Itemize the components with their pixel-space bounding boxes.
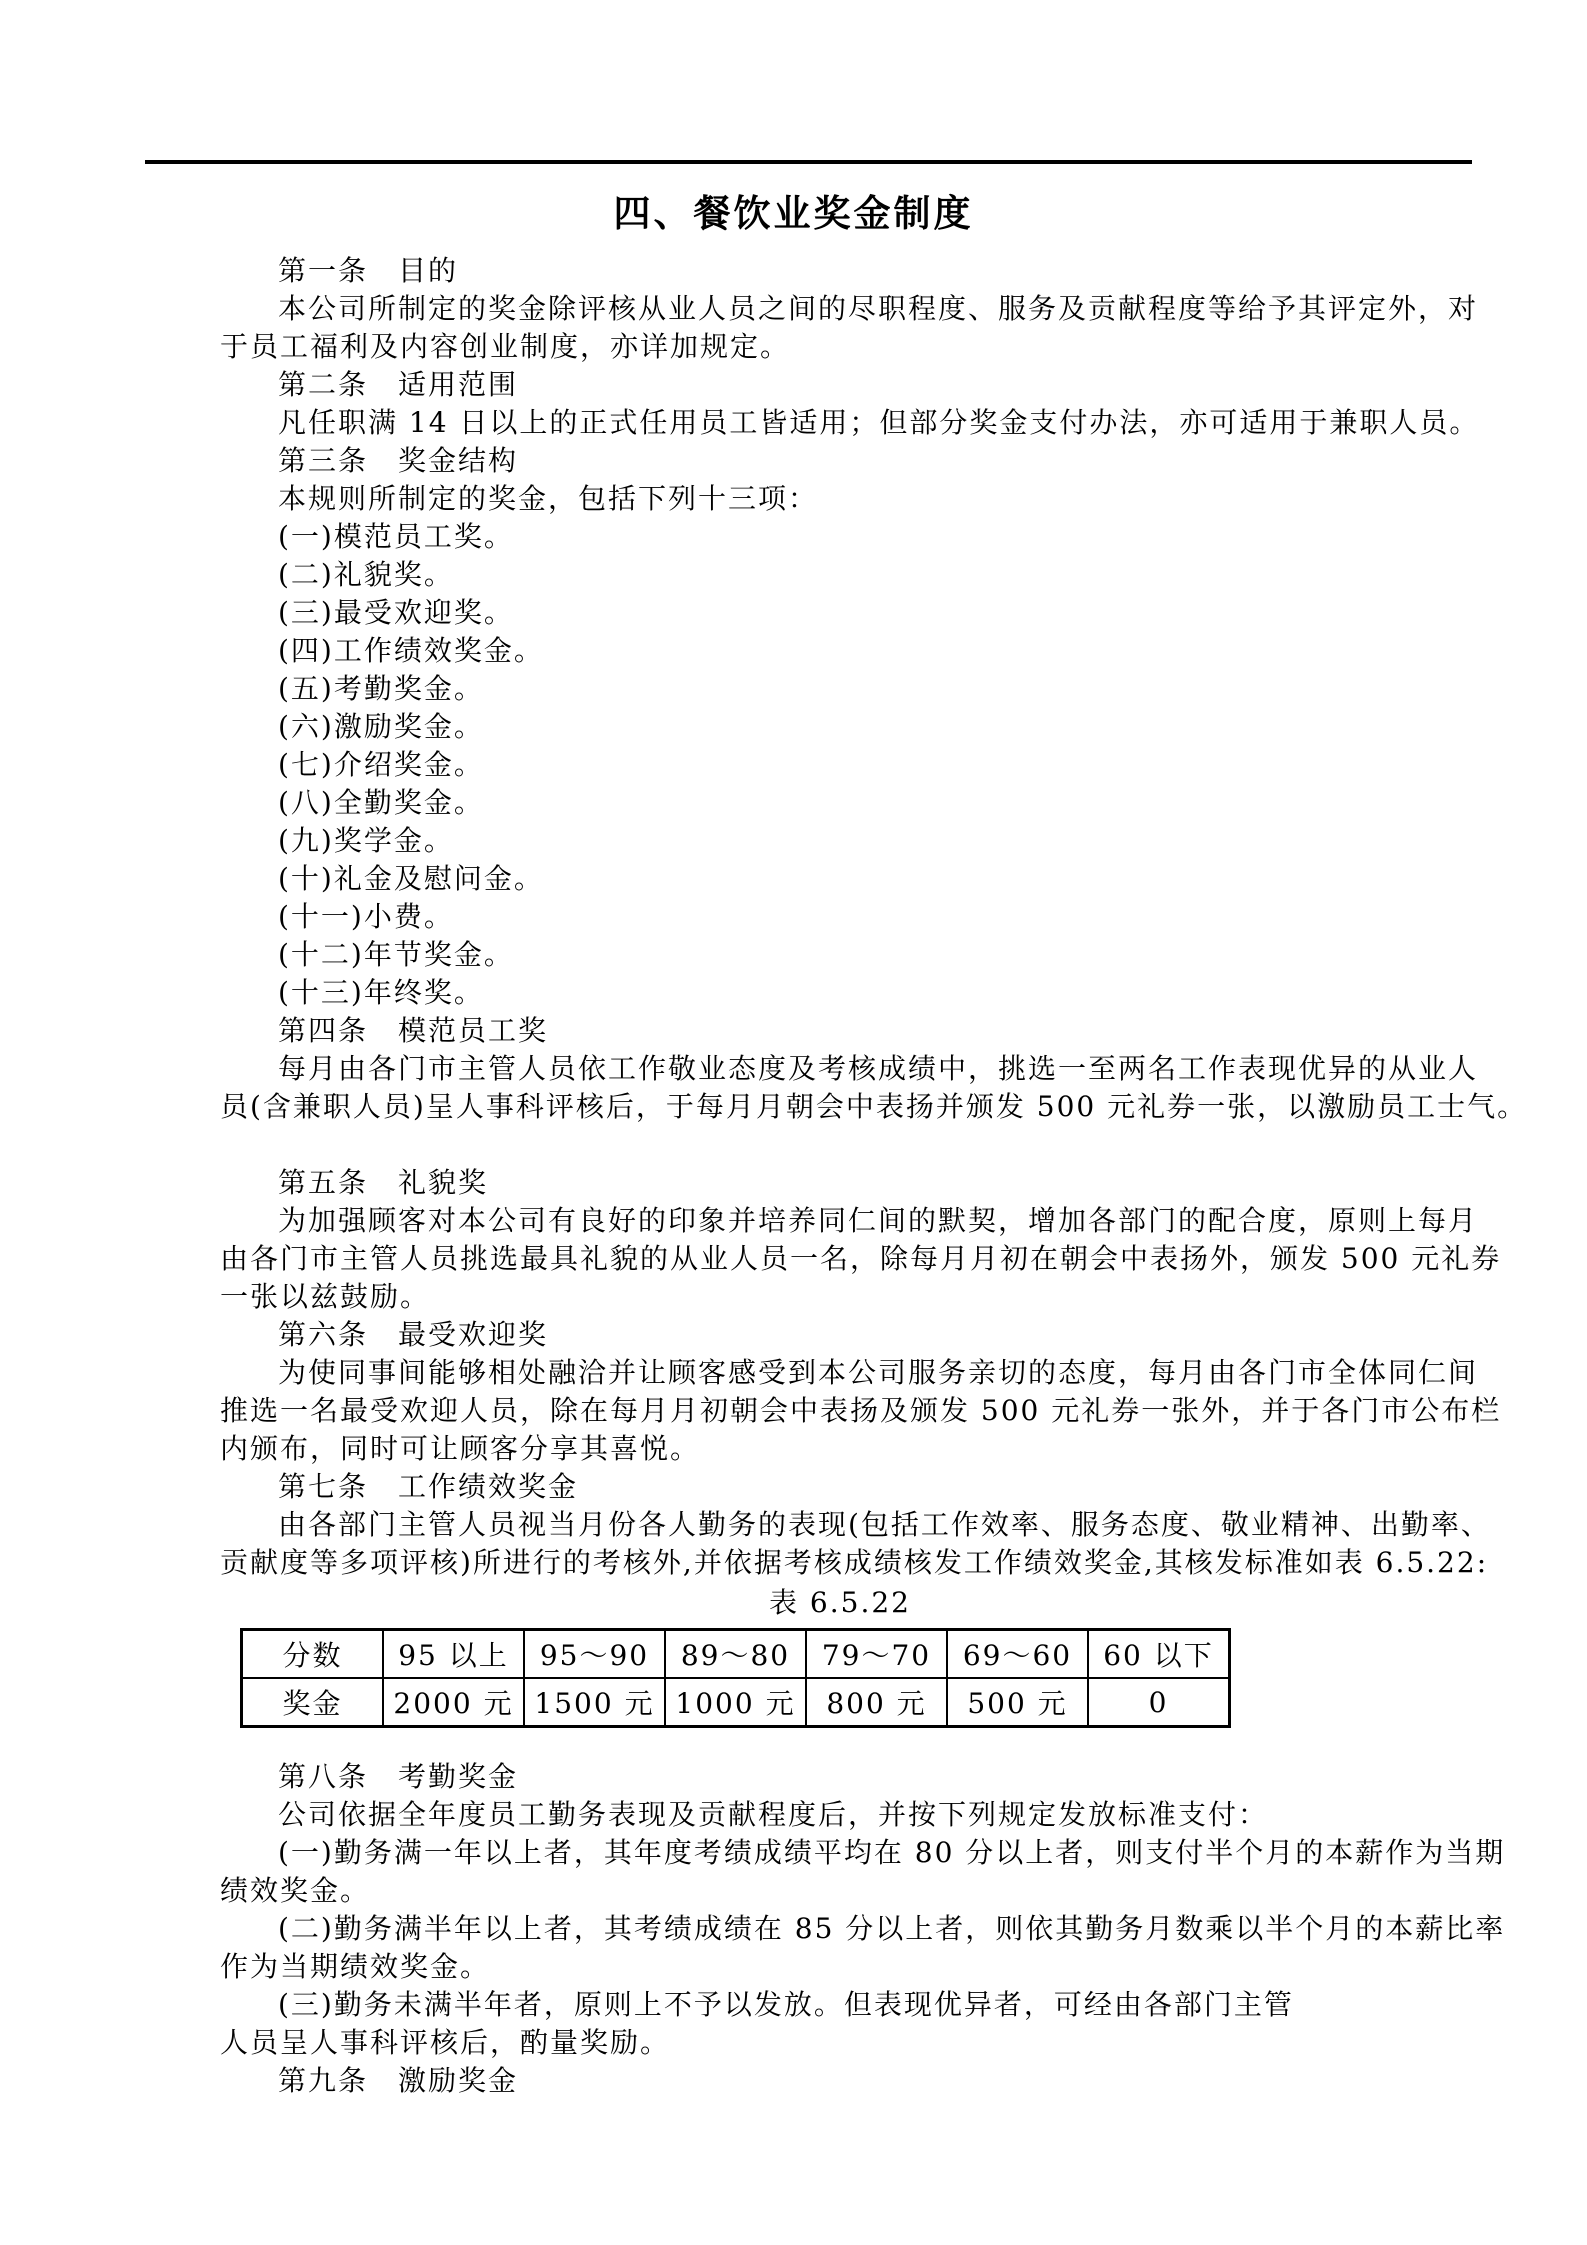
document-line: (十三)年终奖。	[278, 976, 484, 1009]
score-table	[240, 1628, 1231, 1728]
document-line: 推选一名最受欢迎人员，除在每月月初朝会中表扬及颁发 500 元礼券一张外，并于各门市公布栏	[220, 1394, 1502, 1427]
table-cell: 69～60	[947, 1630, 1088, 1679]
table-cell: 2000 元	[383, 1678, 524, 1727]
table-cell: 79～70	[806, 1630, 947, 1679]
document-line: 第八条 考勤奖金	[278, 1760, 519, 1793]
document-line: 为加强顾客对本公司有良好的印象并培养同仁间的默契，增加各部门的配合度，原则上每月	[278, 1204, 1479, 1237]
score-table-body	[242, 1630, 1230, 1727]
document-line: 一张以兹鼓励。	[220, 1280, 431, 1313]
table-cell: 奖金	[242, 1678, 384, 1727]
document-line: (二)勤务满半年以上者，其考绩成绩在 85 分以上者，则依其勤务月数乘以半个月的本薪比率	[278, 1912, 1506, 1945]
table-cell: 89～80	[665, 1630, 806, 1679]
document-line: 第一条 目的	[278, 254, 459, 287]
document-line: 第七条 工作绩效奖金	[278, 1470, 579, 1503]
table-cell: 800 元	[806, 1678, 947, 1727]
document-line: (九)奖学金。	[278, 824, 454, 857]
table-cell: 60 以下	[1088, 1630, 1230, 1679]
document-line: (三)最受欢迎奖。	[278, 596, 514, 629]
document-line: 第四条 模范员工奖	[278, 1014, 549, 1047]
table-row	[242, 1630, 1230, 1679]
document-line: (十二)年节奖金。	[278, 938, 514, 971]
document-line: (八)全勤奖金。	[278, 786, 484, 819]
table-cell: 1000 元	[665, 1678, 806, 1727]
document-line: 第五条 礼貌奖	[278, 1166, 489, 1199]
document-line: (一)勤务满一年以上者，其年度考绩成绩平均在 80 分以上者，则支付半个月的本薪作为当期	[278, 1836, 1506, 1869]
document-line: 员(含兼职人员)呈人事科评核后，于每月月朝会中表扬并颁发 500 元礼券一张，以激励员工士气。	[220, 1090, 1528, 1123]
document-line: 第三条 奖金结构	[278, 444, 519, 477]
document-line: (六)激励奖金。	[278, 710, 484, 743]
document-line: 公司依据全年度员工勤务表现及贡献程度后，并按下列规定发放标准支付：	[278, 1798, 1269, 1831]
table-cell: 分数	[242, 1630, 384, 1679]
document-line: (十)礼金及慰问金。	[278, 862, 544, 895]
document-line: 人员呈人事科评核后，酌量奖励。	[220, 2026, 671, 2059]
body-block-2	[220, 1758, 1530, 2100]
table-cell: 1500 元	[524, 1678, 665, 1727]
document-line: 贡献度等多项评核)所进行的考核外,并依据考核成绩核发工作绩效奖金,其核发标准如表 6.5.22:	[220, 1546, 1489, 1579]
document-line: 作为当期绩效奖金。	[220, 1950, 491, 1983]
document-line: 内颁布，同时可让顾客分享其喜悦。	[220, 1432, 701, 1465]
document-line: 第二条 适用范围	[278, 368, 519, 401]
document-line: (二)礼貌奖。	[278, 558, 454, 591]
document-line: (一)模范员工奖。	[278, 520, 514, 553]
document-line: (十一)小费。	[278, 900, 454, 933]
document-line: 本公司所制定的奖金除评核从业人员之间的尽职程度、服务及贡献程度等给予其评定外，对	[278, 292, 1479, 325]
document-line: 每月由各门市主管人员依工作敬业态度及考核成绩中，挑选一至两名工作表现优异的从业人	[278, 1052, 1479, 1085]
table-cell: 95～90	[524, 1630, 665, 1679]
document-line: 绩效奖金。	[220, 1874, 371, 1907]
document-line: 第六条 最受欢迎奖	[278, 1318, 549, 1351]
document-line: 凡任职满 14 日以上的正式任用员工皆适用；但部分奖金支付办法，亦可适用于兼职人员。	[278, 406, 1480, 439]
table-row	[242, 1678, 1230, 1727]
table-cell: 500 元	[947, 1678, 1088, 1727]
document-line: 为使同事间能够相处融洽并让顾客感受到本公司服务亲切的态度，每月由各门市全体同仁间	[278, 1356, 1479, 1389]
table-caption: 表 6.5.22	[769, 1586, 911, 1619]
document-line: 本规则所制定的奖金，包括下列十三项：	[278, 482, 819, 515]
document-line: (七)介绍奖金。	[278, 748, 484, 781]
table-cell: 0	[1088, 1678, 1230, 1727]
document-line: (三)勤务未满半年者，原则上不予以发放。但表现优异者，可经由各部门主管	[278, 1988, 1294, 2021]
document-line: 由各门市主管人员挑选最具礼貌的从业人员一名，除每月月初在朝会中表扬外，颁发 500 元礼券	[220, 1242, 1502, 1275]
document-line: (五)考勤奖金。	[278, 672, 484, 705]
body-block-1	[220, 252, 1530, 1582]
document-line: 于员工福利及内容创业制度，亦详加规定。	[220, 330, 791, 363]
document-line: 由各部门主管人员视当月份各人勤务的表现(包括工作效率、服务态度、敬业精神、出勤率、	[278, 1508, 1491, 1541]
document-line: (四)工作绩效奖金。	[278, 634, 544, 667]
document-line: 第九条 激励奖金	[278, 2064, 519, 2097]
blank-line	[220, 1126, 1530, 1164]
table-cell: 95 以上	[383, 1630, 524, 1679]
page-title: 四、餐饮业奖金制度	[613, 192, 974, 235]
header-separator-rule	[145, 160, 1472, 164]
